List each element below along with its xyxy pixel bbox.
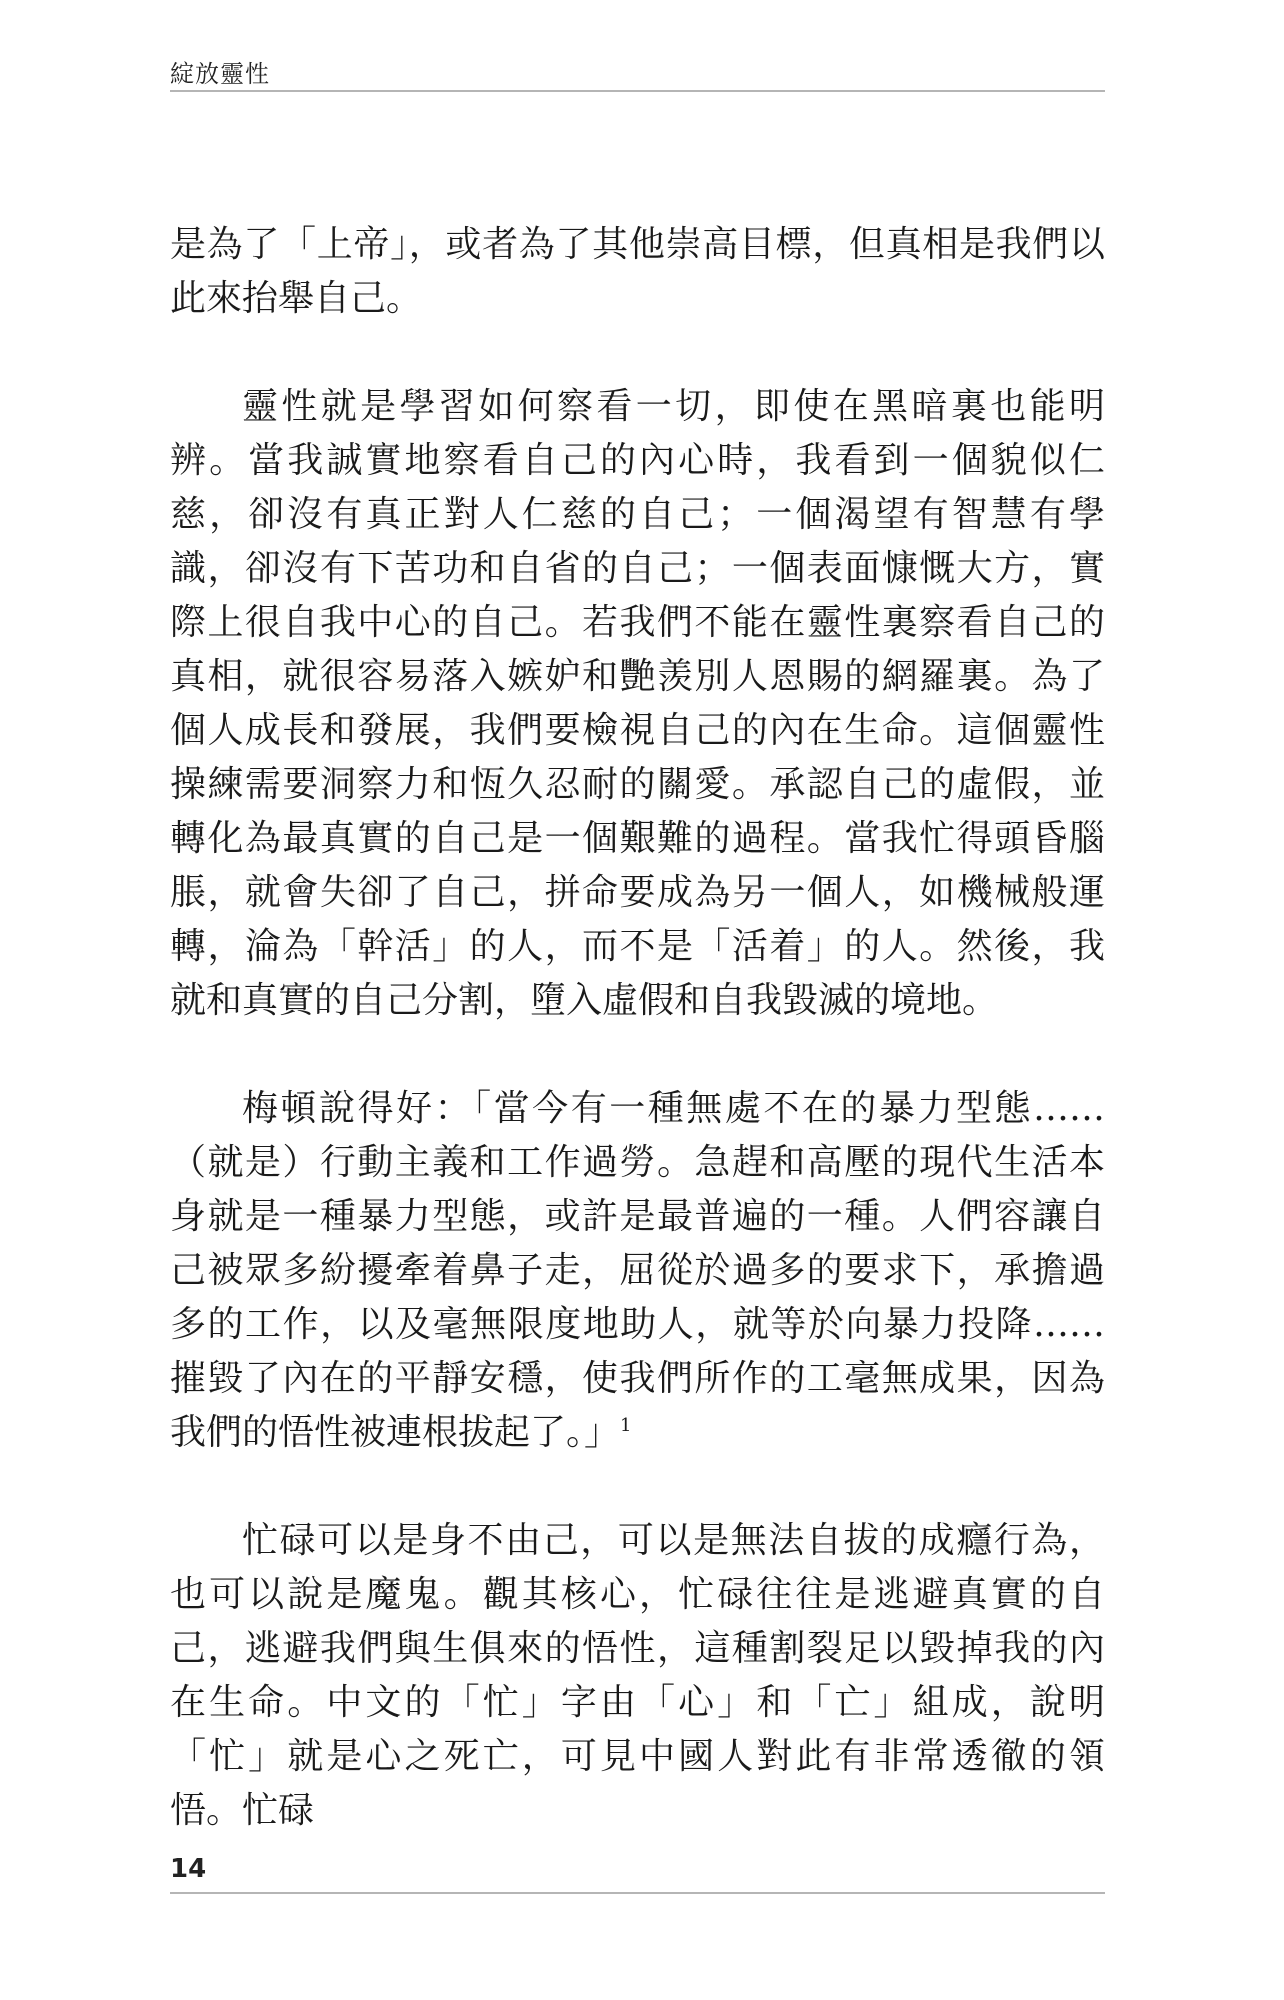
body-text: [170, 218, 1105, 1838]
header-divider: [170, 90, 1105, 92]
running-head-title: 綻放靈性: [170, 60, 270, 88]
page-number: 14: [170, 1854, 207, 1884]
paragraph-1: 是為了「上帝」，或者為了其他崇高目標，但真相是我們以此來抬舉自己。: [170, 224, 1105, 319]
paragraph-3-text: 梅頓說得好：「當今有一種無處不在的暴力型態……（就是）行動主義和工作過勞。急趕和高壓的現代生活本身就是一種暴力型態，或許是最普遍的一種。人們容讓自己被眾多紛擾牽着鼻子走，屈從於過多的要求下，承擔過多的工作，以及毫無限度地助人，就等於向暴力投降……摧毀了內在的平靜安穩，使我們所作的工毫無成果，因為我們的悟性被連根拔起了。」: [170, 1088, 1105, 1453]
footnote-marker: 1: [620, 1415, 632, 1436]
paragraph-2: 靈性就是學習如何察看一切，即使在黑暗裏也能明辨。當我誠實地察看自己的內心時，我看到一個貌似仁慈，卻沒有真正對人仁慈的自己；一個渴望有智慧有學識，卻沒有下苦功和自省的自己；一個表面慷慨大方，實際上很自我中心的自己。若我們不能在靈性裏察看自己的真相，就很容易落入嫉妒和艷羡別人恩賜的網羅裏。為了個人成長和發展，我們要檢視自己的內在生命。這個靈性操練需要洞察力和恆久忍耐的關愛。承認自己的虛假，並轉化為最真實的自己是一個艱難的過程。當我忙得頭昏腦脹，就會失卻了自己，拼命要成為另一個人，如機械般運轉，淪為「幹活」的人，而不是「活着」的人。然後，我就和真實的自己分割，墮入虛假和自我毀滅的境地。: [170, 386, 1105, 1021]
paragraph-3: [170, 1082, 1105, 1460]
footer-divider: [170, 1892, 1105, 1894]
paragraph-4: 忙碌可以是身不由己，可以是無法自拔的成癮行為，也可以說是魔鬼。觀其核心，忙碌往往是逃避真實的自己，逃避我們與生俱來的悟性，這種割裂足以毀掉我的內在生命。中文的「忙」字由「心」和「亡」組成，說明「忙」就是心之死亡，可見中國人對此有非常透徹的領悟。忙碌: [170, 1520, 1105, 1831]
